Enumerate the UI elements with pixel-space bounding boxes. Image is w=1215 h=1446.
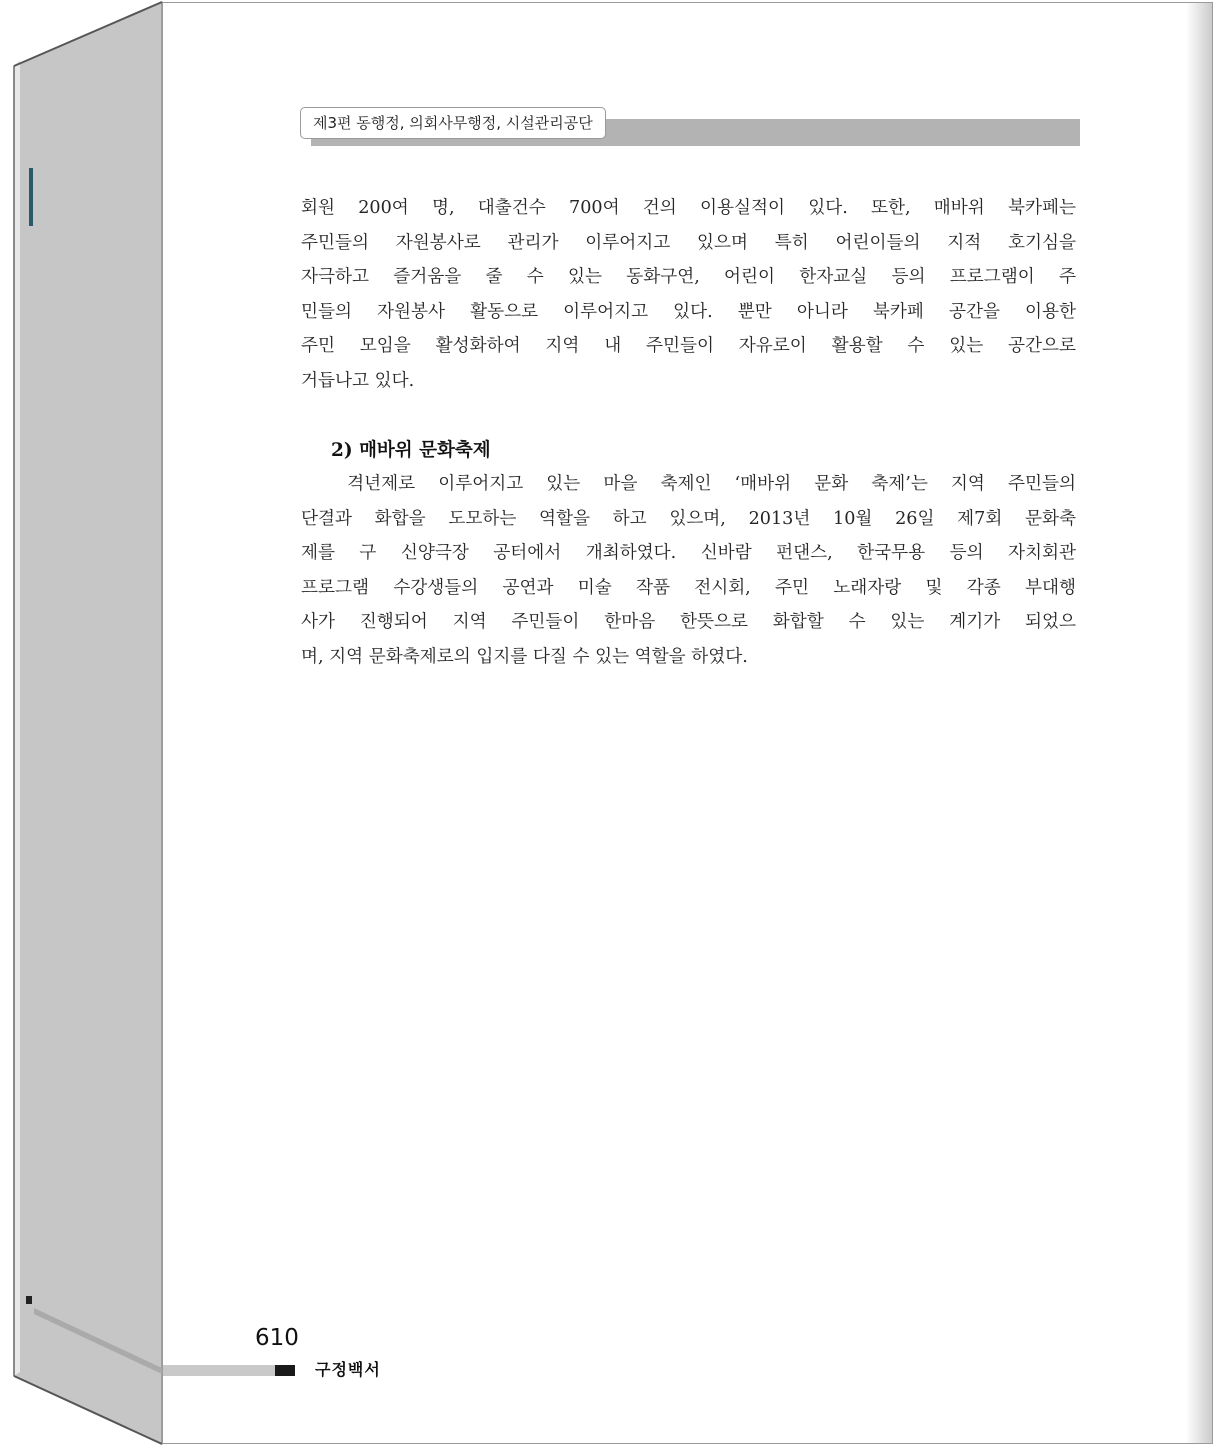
paragraph-line: 단결과 화합을 도모하는 역할을 하고 있으며, 2013년 10월 26일 제7회 문화축 — [301, 508, 1076, 529]
paragraph-line: 회원 200여 명, 대출건수 700여 건의 이용실적이 있다. 또한, 매바위 북카페는 — [301, 198, 1076, 218]
paragraph-line: 제를 구 신양극장 공터에서 개최하였다. 신바람 펀댄스, 한국무용 등의 자치회관 — [301, 543, 1076, 563]
chapter-header-tab — [300, 107, 606, 139]
paragraph-line: 프로그램 수강생들의 공연과 미술 작품 전시회, 주민 노래자랑 및 각종 부대행 — [301, 577, 1076, 598]
book-page — [162, 2, 1213, 1444]
paragraph-1 — [301, 191, 1076, 398]
page-edge-shadow — [1186, 3, 1212, 1443]
footer-bar-accent — [275, 1365, 295, 1376]
paragraph-line: 민들의 자원봉사 활동으로 이루어지고 있다. 뿐만 아니라 북카페 공간을 이용한 — [301, 301, 1076, 322]
book-title: 구정백서 — [315, 1360, 381, 1379]
book-spine — [0, 0, 170, 1446]
paragraph-line: 주민 모임을 활성화하여 지역 내 주민들이 자유로이 활용할 수 있는 공간으로 — [301, 336, 1076, 356]
paragraph-line: 거듭나고 있다. — [301, 370, 415, 391]
footer-bar — [163, 1365, 275, 1376]
paragraph-line: 사가 진행되어 지역 주민들이 한마음 한뜻으로 화합할 수 있는 계기가 되었으 — [301, 612, 1076, 632]
paragraph-line: 며, 지역 문화축제로의 입지를 다질 수 있는 역할을 하였다. — [301, 646, 748, 667]
paragraph-line: 주민들의 자원봉사로 관리가 이루어지고 있으며 특히 어린이들의 지적 호기심을 — [301, 232, 1076, 253]
page-number: 610 — [255, 1325, 299, 1351]
section-heading: 2) 매바위 문화축제 — [331, 440, 491, 461]
paragraph-line: 자극하고 즐거움을 줄 수 있는 동화구연, 어린이 한자교실 등의 프로그램이 주 — [301, 267, 1076, 287]
paragraph-line: 격년제로 이루어지고 있는 마을 축제인 ‘매바위 문화 축제’는 지역 주민들의 — [301, 474, 1076, 494]
chapter-label: 제3편 동행정, 의회사무행정, 시설관리공단 — [313, 114, 593, 132]
paragraph-2 — [301, 467, 1076, 674]
